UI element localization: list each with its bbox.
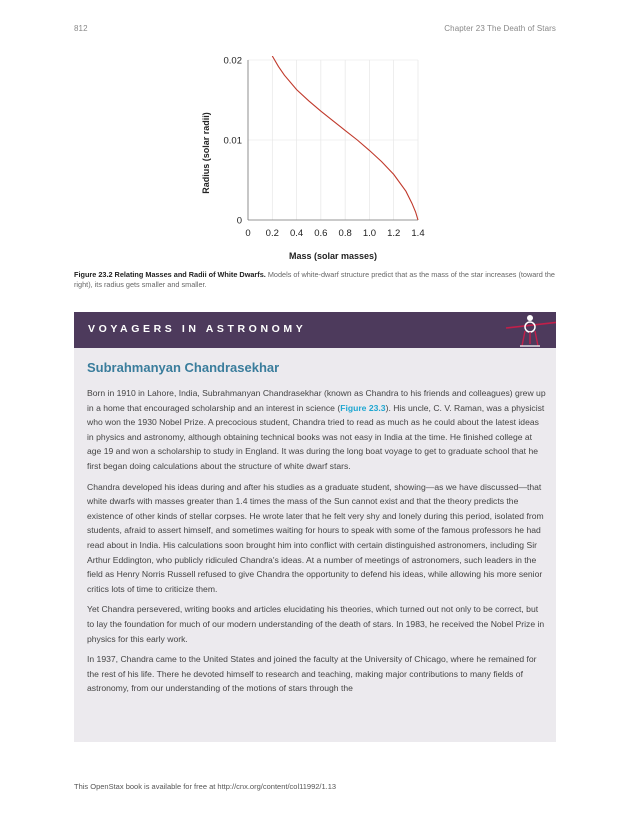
banner-title: VOYAGERS IN ASTRONOMY xyxy=(88,323,307,335)
feature-box xyxy=(74,312,556,742)
y-tick-label: 0.01 xyxy=(223,135,242,147)
x-tick-label: 1.2 xyxy=(387,228,401,239)
figure-caption xyxy=(74,270,558,290)
feature-title: Subrahmanyan Chandrasekhar xyxy=(87,360,280,375)
y-tick-labels xyxy=(224,56,243,227)
x-tick-label: 1.0 xyxy=(362,228,377,239)
chart-axes xyxy=(248,60,418,220)
x-tick-label: 0.4 xyxy=(289,228,304,239)
feature-banner xyxy=(74,312,556,348)
y-axis-label: Radius (solar radii) xyxy=(201,112,211,194)
caption-label: Figure 23.2 Relating Masses and Radii of White Dwarfs. xyxy=(74,270,266,279)
x-tick-label: 0.8 xyxy=(338,228,352,239)
paragraph-4: In 1937, Chandra came to the United States and joined the faculty at the University of Chicago, where he remained for the rest of his life. There he devoted himself to research and teaching, making major contributions to many fields of astronomy, from our understanding of the motions of stars through the xyxy=(87,654,537,694)
astronomer-telescope-icon xyxy=(492,312,556,354)
paragraph-3: Yet Chandra persevered, writing books and articles elucidating his theories, which turned out not only to be correct, but to lay the foundation for much of our modern understanding of the death of stars. In 1983, he received the Nobel Prize in physics for this early work. xyxy=(87,604,545,644)
paragraph-1 xyxy=(87,386,547,474)
mass-radius-chart xyxy=(170,56,460,266)
x-tick-labels xyxy=(245,228,424,239)
p1-text-end: ). His uncle, C. V. Raman, was a physicist who won the 1930 Nobel Prize. A precocious student, Chandra tried to read as much as he could about the latest ideas in physics and astronomy, although obtaining technical books was not easy in India at the time. He finished college at age 19 and won a scholarship to study in England. It was during the long boat voyage to get to graduate school that he first began doing calculations about the structure of white dwarf stars. xyxy=(87,402,545,471)
figure-23-3-link[interactable]: Figure 23.3 xyxy=(340,402,386,413)
x-tick-label: 0 xyxy=(245,228,251,239)
y-tick-label: 0.02 xyxy=(223,56,242,67)
x-tick-label: 0.6 xyxy=(314,228,328,239)
p1-text-start: Born in 1910 in Lahore, India, Subrahmanyan Chandrasekhar (known as Chandra to his friends and colleagues) grew up in a home that encouraged scholarship and an interest in science ( xyxy=(87,388,546,413)
x-tick-label: 0.2 xyxy=(265,228,279,239)
y-tick-label: 0 xyxy=(236,215,242,227)
feature-body xyxy=(87,386,547,702)
x-axis-label: Mass (solar masses) xyxy=(288,251,378,261)
caption-text: Models of white-dwarf structure predict that as the mass of the star increases (toward the right), its radius gets smaller and smaller. xyxy=(74,270,555,289)
page-number: 812 xyxy=(74,24,88,33)
footer-url: This OpenStax book is available for free at http://cnx.org/content/col11992/1.13 xyxy=(74,782,337,791)
chapter-title: Chapter 23 The Death of Stars xyxy=(444,24,556,33)
x-tick-label: 1.4 xyxy=(411,228,425,239)
paragraph-2: Chandra developed his ideas during and after his studies as a graduate student, showing—as we have discussed—that white dwarfs with masses greater than 1.4 times the mass of the Sun cannot exist and that the theory predicts the existence of other kinds of stellar corpses. He wrote later that he felt very shy and lonely during this period, isolated from students, afraid to assert himself, and sometimes waiting for hours to speak with some of the famous professors he had read about in India. His calculations soon brought him into conflict with certain distinguished astronomers, including Sir Arthur Eddington, who publicly ridiculed Chandra's ideas. At a number of meetings of astronomers, such leaders in the field as Henry Norris Russell refused to give Chandra the opportunity to defend his ideas, while allowing his more senior critics lots of time to criticize them. xyxy=(87,481,544,594)
